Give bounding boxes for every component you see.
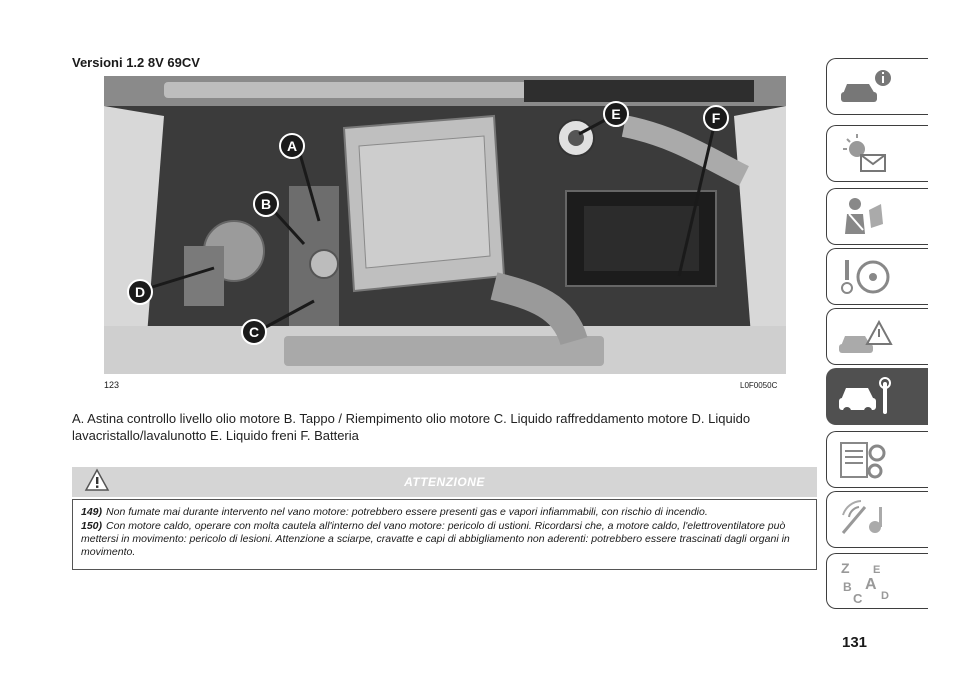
warning-triangle-icon: [84, 468, 110, 492]
svg-text:D: D: [134, 284, 146, 300]
svg-text:B: B: [843, 580, 852, 594]
tab-technical-data[interactable]: [826, 431, 928, 488]
warning-header: [72, 467, 817, 497]
svg-text:E: E: [873, 564, 881, 576]
tab-starting-driving[interactable]: [826, 248, 928, 305]
tab-car-info[interactable]: [826, 58, 928, 115]
callout-a: [280, 134, 304, 158]
page-number: 131: [842, 634, 868, 651]
emergency-icon: [835, 314, 895, 360]
figure-code: L0F0050C: [740, 381, 778, 390]
callout-e: [604, 102, 628, 126]
callout-b: [254, 192, 278, 216]
index-icon: [835, 559, 895, 605]
figure-number: 123: [104, 380, 120, 390]
car-info-icon: [835, 64, 895, 110]
svg-text:C: C: [853, 591, 863, 605]
callout-d: [128, 280, 152, 304]
technical-data-icon: [835, 437, 895, 483]
tab-multimedia[interactable]: [826, 491, 928, 548]
svg-text:C: C: [248, 324, 260, 340]
svg-text:E: E: [611, 106, 621, 122]
svg-text:A: A: [286, 138, 298, 154]
tab-index[interactable]: [826, 553, 928, 609]
tab-safety[interactable]: [826, 188, 928, 245]
svg-text:A: A: [865, 576, 877, 593]
multimedia-icon: [835, 497, 895, 543]
figure-caption: A. Astina controllo livello olio motore B. Tappo / Riempimento olio motore C. Liquido raffreddamento motore D. Liquido lavacristallo/lavalunotto E. Liquido freni F. Batteria: [72, 411, 751, 443]
warning-box: [72, 499, 817, 570]
warning-title: ATTENZIONE: [404, 475, 485, 489]
warning-item: 149) Non fumate mai durante intervento nel vano motore: potrebbero essere presenti gas e vapori infiammabili, con rischio di incendio.: [81, 506, 708, 518]
safety-seat-icon: [835, 194, 895, 240]
svg-text:B: B: [260, 196, 272, 212]
svg-text:F: F: [711, 110, 721, 126]
engine-bay-figure: [104, 76, 786, 374]
svg-text:D: D: [881, 590, 889, 602]
warning-lights-icon: [835, 131, 895, 177]
svg-text:Z: Z: [841, 560, 850, 576]
steering-key-icon: [835, 254, 895, 300]
tab-maintenance[interactable]: [826, 368, 928, 425]
maintenance-car-icon: [835, 374, 895, 420]
callout-f: [704, 106, 728, 130]
engine-bay-illustration: [104, 76, 786, 374]
tab-emergency[interactable]: [826, 308, 928, 365]
section-title: Versioni 1.2 8V 69CV: [72, 55, 200, 70]
callout-c: [242, 320, 266, 344]
tab-warning-lights[interactable]: [826, 125, 928, 182]
warning-item: 150) Con motore caldo, operare con molta cautela all'interno del vano motore: pericolo di ustioni. Ricordarsi che, a motore caldo, l'elettroventilatore può mettersi in movimento: pericolo di lesioni. Attenzione a sciarpe, cravatte e capi di abbigliamento non aderenti: potrebbero essere trascinati dagli organi in movimento.: [81, 520, 790, 558]
